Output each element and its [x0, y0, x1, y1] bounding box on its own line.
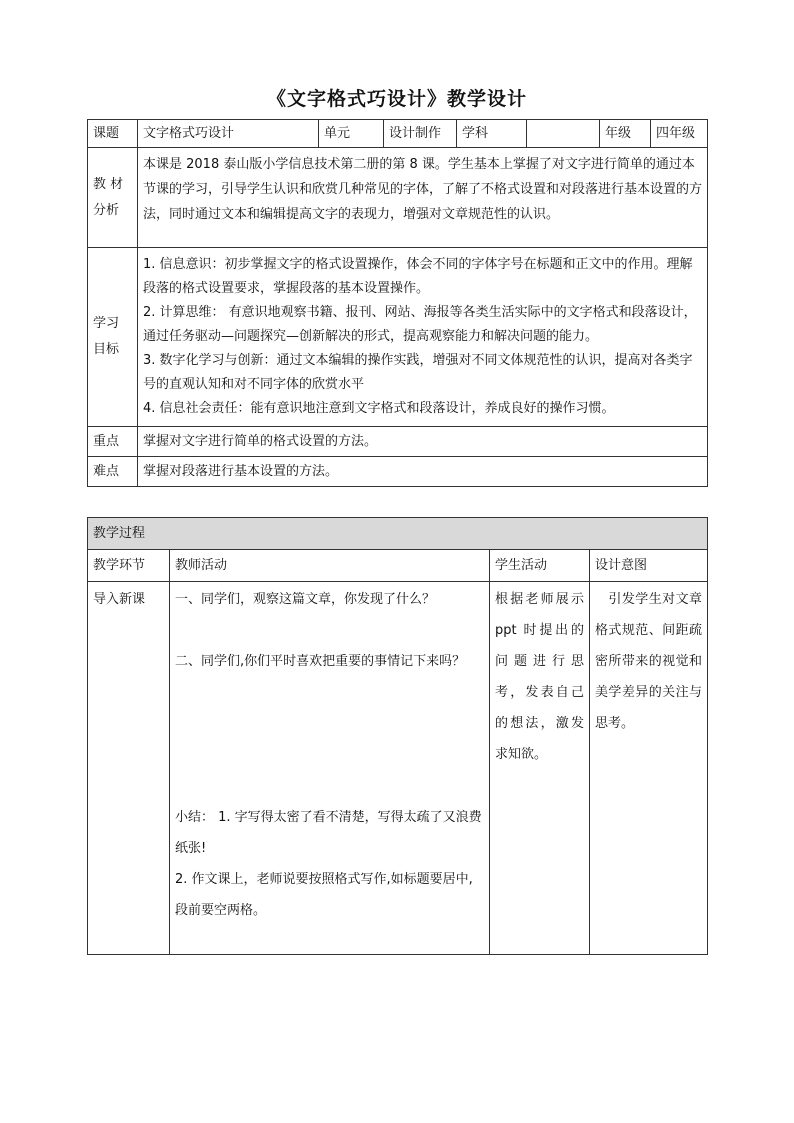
- student-activity-cell: 根据老师展示 ppt 时提出的问题进行思考，发表自己的想法，激发求知欲。: [490, 582, 590, 955]
- key-point-text: 掌握对文字进行简单的格式设置的方法。: [138, 427, 708, 457]
- course-value: 文字格式巧设计: [138, 120, 319, 148]
- goal-item: 1. 信息意识：初步掌握文字的格式设置操作，体会不同的字体字号在标题和正文中的作用。理解段落的格式设置要求，掌握段落的基本设置操作。: [143, 257, 693, 296]
- key-point-row: [88, 427, 708, 457]
- column-header: 学生活动: [490, 550, 590, 582]
- process-columns-row: [88, 550, 708, 582]
- goal-item: 3. 数字化学习与创新：通过文本编辑的操作实践，增强对不同文体规范性的认识，提高对各类字号的直观认知和对不同字体的欣赏水平: [143, 353, 693, 392]
- unit-value: 设计制作: [384, 120, 457, 148]
- grade-value: 四年级: [651, 120, 708, 148]
- analysis-label: [88, 148, 138, 248]
- goal-item: 2. 计算思维： 有意识地观察书籍、报刊、网站、海报等各类生活实际中的文字格式和段落设计，通过任务驱动—问题探究—创新解决的形式，提高观察能力和解决问题的能力。: [143, 305, 697, 344]
- summary-2: 2. 作文课上，老师说要按照格式写作,如标题要居中,段前要空两格。: [175, 872, 473, 918]
- goals-row: [88, 248, 708, 427]
- goal-item: 4. 信息社会责任：能有意识地注意到文字格式和段落设计，养成良好的操作习惯。: [143, 401, 615, 416]
- difficulty-row: [88, 457, 708, 487]
- analysis-label-line2: 分析: [93, 202, 120, 218]
- goals-list: [138, 248, 708, 427]
- course-label: 课题: [88, 120, 138, 148]
- column-header: 教师活动: [170, 550, 490, 582]
- teacher-question-2: 二、同学们,你们平时喜欢把重要的事情记下来吗？: [175, 654, 466, 669]
- analysis-label-line1: 教 材: [93, 176, 124, 192]
- column-header: 教学环节: [88, 550, 170, 582]
- course-row: [88, 120, 708, 148]
- teacher-activity-cell: [170, 582, 490, 955]
- process-row: [88, 582, 708, 955]
- column-header: 设计意图: [590, 550, 708, 582]
- difficulty-text: 掌握对段落进行基本设置的方法。: [138, 457, 708, 487]
- analysis-text: 本课是 2018 泰山版小学信息技术第二册的第 8 课。学生基本上掌握了对文字进行简单的通过本节课的学习，引导学生认识和欣赏几种常见的字体，了解了不格式设置和对段落进行基本设置的方法，同时通过文本和编辑提高文字的表现力，增强对文章规范性的认识。: [138, 148, 708, 248]
- grade-label: 年级: [600, 120, 651, 148]
- difficulty-label: 难点: [88, 457, 138, 487]
- subject-value: [527, 120, 600, 148]
- analysis-row: [88, 148, 708, 248]
- teacher-question-1: 一、同学们，观察这篇文章，你发现了什么？: [175, 592, 436, 607]
- summary-1: 小结： 1. 字写得太密了看不清楚，写得太疏了又浪费纸张!: [175, 810, 482, 856]
- teaching-process-table: [87, 517, 708, 955]
- goals-label: [88, 248, 138, 427]
- subject-label: 学科: [457, 120, 527, 148]
- lesson-info-table: [87, 119, 708, 487]
- goals-label-line2: 目标: [93, 342, 120, 357]
- process-header: 教学过程: [88, 518, 708, 550]
- unit-label: 单元: [319, 120, 384, 148]
- stage-cell: 导入新课: [88, 582, 170, 955]
- goals-label-line1: 学习: [93, 316, 120, 331]
- process-header-row: [88, 518, 708, 550]
- page-title: 《文字格式巧设计》教学设计: [266, 88, 527, 110]
- key-point-label: 重点: [88, 427, 138, 457]
- design-intent-cell: 引发学生对文章格式规范、间距疏密所带来的视觉和美学差异的关注与思考。: [590, 582, 708, 955]
